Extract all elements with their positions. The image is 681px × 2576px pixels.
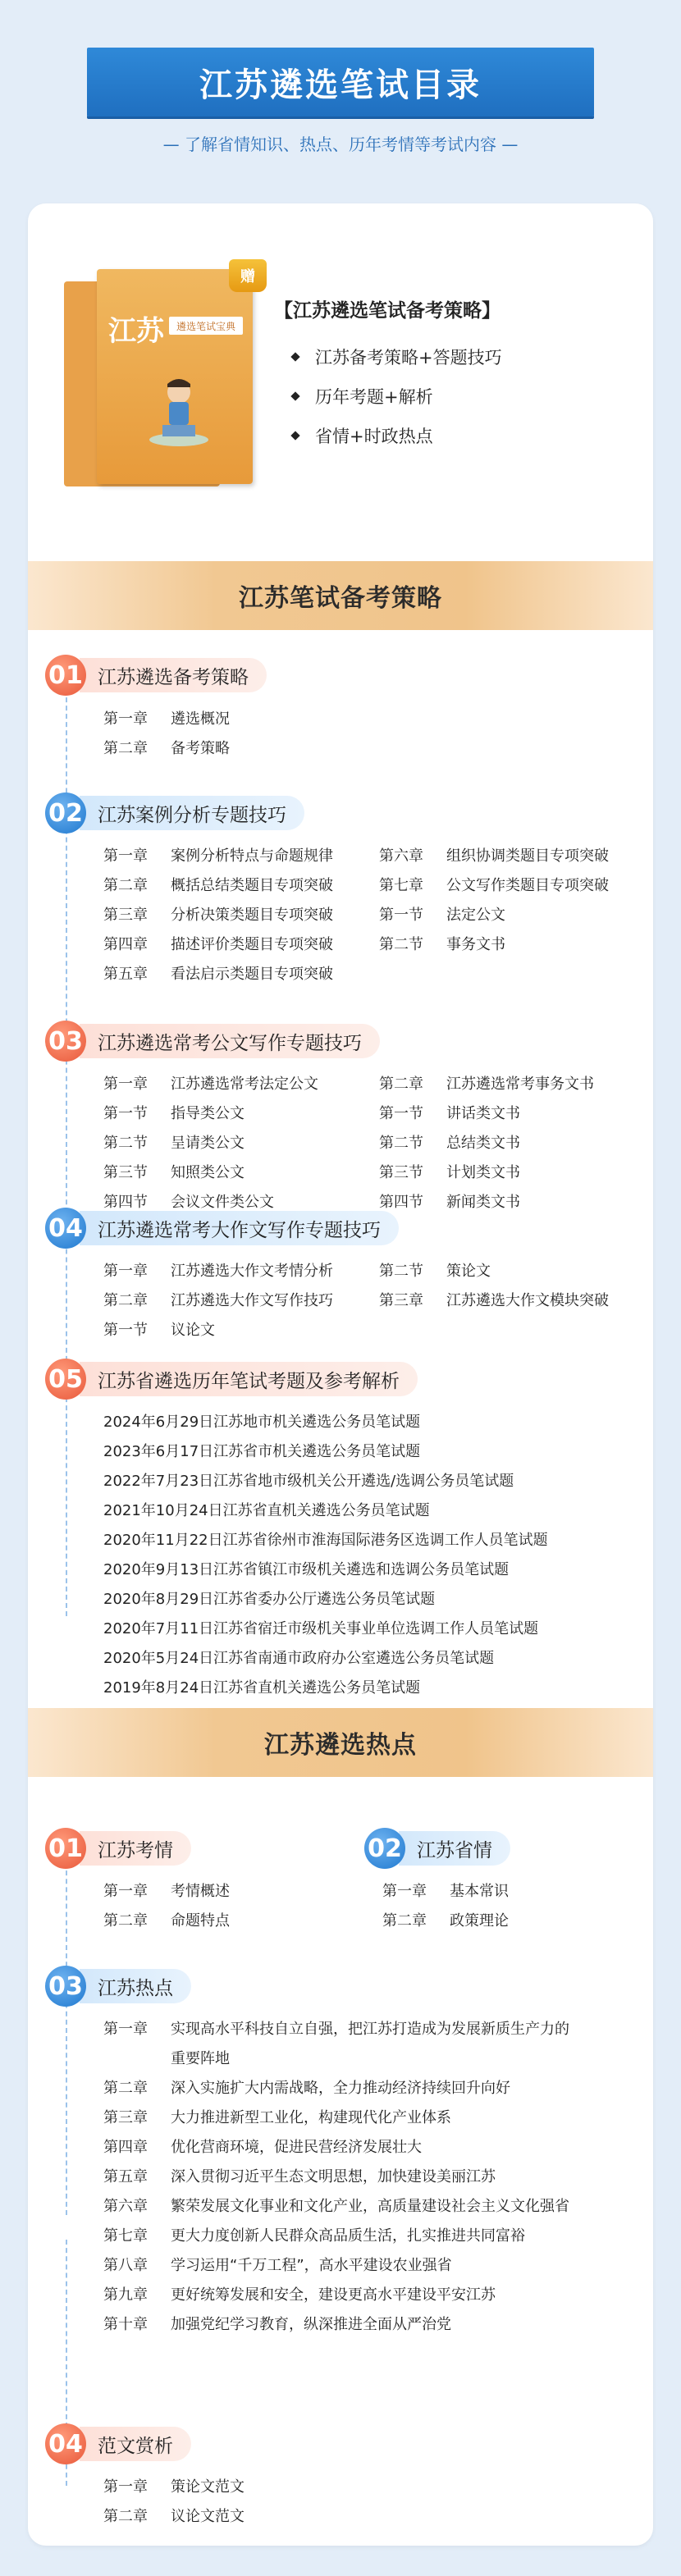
book-subtitle: 遴选笔试宝典 <box>169 317 243 335</box>
list-item: 第一节 讲话类文书 <box>379 1105 520 1122</box>
gift-badge: 赠 <box>229 259 267 292</box>
list-item: 第四节 新闻类文书 <box>379 1194 520 1211</box>
group-heading-01 <box>45 658 267 692</box>
list-item: 第二节 呈请类公文 <box>103 1135 245 1152</box>
group-number: 02 <box>364 1828 405 1869</box>
group-heading-05 <box>45 1362 418 1396</box>
hotspot-chapter-list <box>103 2015 569 2340</box>
list-item: 2020年9月13日江苏省镇江市级机关遴选和选调公务员笔试题 <box>103 1561 510 1578</box>
promo-item: 历年考题+解析 <box>292 377 502 417</box>
list-item: 第一章 江苏遴选常考法定公文 <box>103 1076 318 1093</box>
group-rows <box>103 705 230 764</box>
timeline-divider <box>66 1854 67 2215</box>
group-title: 江苏遴选常考公文写作专题技巧 <box>80 1024 380 1058</box>
group-heading-03 <box>45 1024 380 1058</box>
list-item: 2019年8月24日江苏省直机关遴选公务员笔试题 <box>103 1679 421 1697</box>
group-title: 范文赏析 <box>80 2427 191 2461</box>
promo-list <box>292 338 502 456</box>
group-rows-right <box>379 1070 594 1217</box>
list-item: 2020年11月22日江苏省徐州市淮海国际港务区选调工作人员笔试题 <box>103 1532 548 1549</box>
list-item: 第一章 基本常识 <box>382 1883 509 1900</box>
list-item: 2023年6月17日江苏省市机关遴选公务员笔试题 <box>103 1443 421 1460</box>
group-number: 03 <box>45 1966 86 2007</box>
group-number: 02 <box>45 792 86 834</box>
group-rows <box>382 1877 509 1936</box>
list-item: 第四章 描述评价类题目专项突破 <box>103 936 333 953</box>
list-item: 第三章 分析决策类题目专项突破 <box>103 907 333 924</box>
list-item: 第二章 江苏遴选大作文写作技巧 <box>103 1292 333 1309</box>
hot-group-heading-01 <box>45 1831 191 1866</box>
book-title: 江苏 <box>108 315 164 348</box>
list-item: 第六章 繁荣发展文化事业和文化产业，高质量建设社会主义文化强省 <box>103 2198 569 2215</box>
list-item: 第一章 策论文范文 <box>103 2478 245 2496</box>
group-heading-02 <box>45 796 304 830</box>
promo-item: 省情+时政热点 <box>292 417 502 456</box>
group-rows-left <box>103 842 333 989</box>
list-item: 第二章 政策理论 <box>382 1912 509 1930</box>
list-item: 第二章 备考策略 <box>103 740 230 757</box>
list-item: 第二章 江苏遴选常考事务文书 <box>379 1076 594 1093</box>
section-band-strategy <box>28 561 653 630</box>
list-item: 第三章 江苏遴选大作文模块突破 <box>379 1292 609 1309</box>
list-item: 第六章 组织协调类题目专项突破 <box>379 847 609 865</box>
group-title: 江苏考情 <box>80 1831 191 1866</box>
list-item: 第三节 计划类文书 <box>379 1164 520 1181</box>
hot-group-heading-04 <box>45 2427 191 2461</box>
list-item: 2024年6月29日江苏地市机关遴选公务员笔试题 <box>103 1414 421 1431</box>
list-item: 第七章 更大力度创新人民群众高品质生活，扎实推进共同富裕 <box>103 2227 525 2245</box>
list-item: 第五章 看法启示类题目专项突破 <box>103 966 333 983</box>
list-item: 第八章 学习运用“千万工程”，高水平建设农业强省 <box>103 2257 452 2274</box>
list-item: 第四章 优化营商环境，促进民营经济发展壮大 <box>103 2139 422 2156</box>
list-item: 第一节 议论文 <box>103 1322 215 1339</box>
group-title: 江苏遴选备考策略 <box>80 658 267 692</box>
group-title: 江苏省情 <box>399 1831 510 1866</box>
list-item: 第一节 指导类公文 <box>103 1105 245 1122</box>
list-item: 第二章 概括总结类题目专项突破 <box>103 877 333 894</box>
hot-group-heading-03 <box>45 1969 191 2003</box>
group-title: 江苏热点 <box>80 1969 191 2003</box>
group-number: 04 <box>45 2423 86 2464</box>
page-title-banner <box>87 48 594 116</box>
list-item: 第十章 加强党纪学习教育，纵深推进全面从严治党 <box>103 2316 451 2333</box>
group-number: 01 <box>45 655 86 696</box>
list-item: 2021年10月24日江苏省直机关遴选公务员笔试题 <box>103 1502 430 1519</box>
list-item: 第三节 知照类公文 <box>103 1164 245 1181</box>
list-item: 第一章 江苏遴选大作文考情分析 <box>103 1263 333 1280</box>
list-item: 2022年7月23日江苏省地市级机关公开遴选/选调公务员笔试题 <box>103 1473 514 1490</box>
list-item: 第一节 法定公文 <box>379 907 505 924</box>
list-item: 2020年8月29日江苏省委办公厅遴选公务员笔试题 <box>103 1591 436 1608</box>
section-band-hotspots <box>28 1708 653 1777</box>
page-title: 江苏遴选笔试目录 <box>199 66 482 104</box>
list-item: 第四节 会议文件类公文 <box>103 1194 274 1211</box>
group-title: 江苏遴选常考大作文写作专题技巧 <box>80 1211 399 1245</box>
book-cover <box>97 269 253 484</box>
group-rows-right <box>379 842 609 960</box>
list-item: 第一章 案例分析特点与命题规律 <box>103 847 333 865</box>
hot-group-heading-02 <box>364 1831 510 1866</box>
list-item: 第二章 深入实施扩大内需战略，全力推动经济持续回升向好 <box>103 2080 510 2097</box>
book-illustration <box>146 368 212 450</box>
exam-paper-list <box>103 1408 548 1703</box>
list-item: 重要阵地 <box>171 2050 230 2067</box>
content-card <box>28 203 653 2546</box>
list-item: 2020年5月24日江苏省南通市政府办公室遴选公务员笔试题 <box>103 1650 495 1667</box>
group-number: 05 <box>45 1359 86 1400</box>
group-heading-04 <box>45 1211 399 1245</box>
list-item: 第七章 公文写作类题目专项突破 <box>379 877 609 894</box>
list-item: 第九章 更好统筹发展和安全，建设更高水平建设平安江苏 <box>103 2286 496 2304</box>
list-item: 第一章 遴选概况 <box>103 710 230 728</box>
list-item: 第一章 实现高水平科技自立自强，把江苏打造成为发展新质生产力的 <box>103 2021 569 2038</box>
group-number: 01 <box>45 1828 86 1869</box>
list-item: 第三章 大力推进新型工业化，构建现代化产业体系 <box>103 2109 451 2126</box>
group-rows-left <box>103 1257 333 1345</box>
list-item: 第二章 议论文范文 <box>103 2508 245 2525</box>
group-title: 江苏省遴选历年笔试考题及参考解析 <box>80 1362 418 1396</box>
group-rows-left <box>103 1070 318 1217</box>
list-item: 第二节 事务文书 <box>379 936 505 953</box>
group-rows <box>103 2473 245 2532</box>
list-item: 第五章 深入贯彻习近平生态文明思想，加快建设美丽江苏 <box>103 2168 496 2185</box>
section-title: 江苏笔试备考策略 <box>239 584 442 613</box>
group-rows-right <box>379 1257 609 1316</box>
promo-item: 江苏备考策略+答题技巧 <box>292 338 502 377</box>
list-item: 第一章 考情概述 <box>103 1883 230 1900</box>
section-title: 江苏遴选热点 <box>264 1731 417 1760</box>
promo-title: 【江苏遴选笔试备考策略】 <box>274 300 500 322</box>
group-rows <box>103 1877 230 1936</box>
group-number: 03 <box>45 1021 86 1062</box>
group-number: 04 <box>45 1208 86 1249</box>
list-item: 第二章 命题特点 <box>103 1912 230 1930</box>
group-title: 江苏案例分析专题技巧 <box>80 796 304 830</box>
list-item: 第二节 策论文 <box>379 1263 491 1280</box>
list-item: 第二节 总结类文书 <box>379 1135 520 1152</box>
list-item: 2020年7月11日江苏省宿迁市级机关事业单位选调工作人员笔试题 <box>103 1620 539 1637</box>
page-subtitle: — 了解省情知识、热点、历年考情等考试内容 — <box>162 135 519 154</box>
